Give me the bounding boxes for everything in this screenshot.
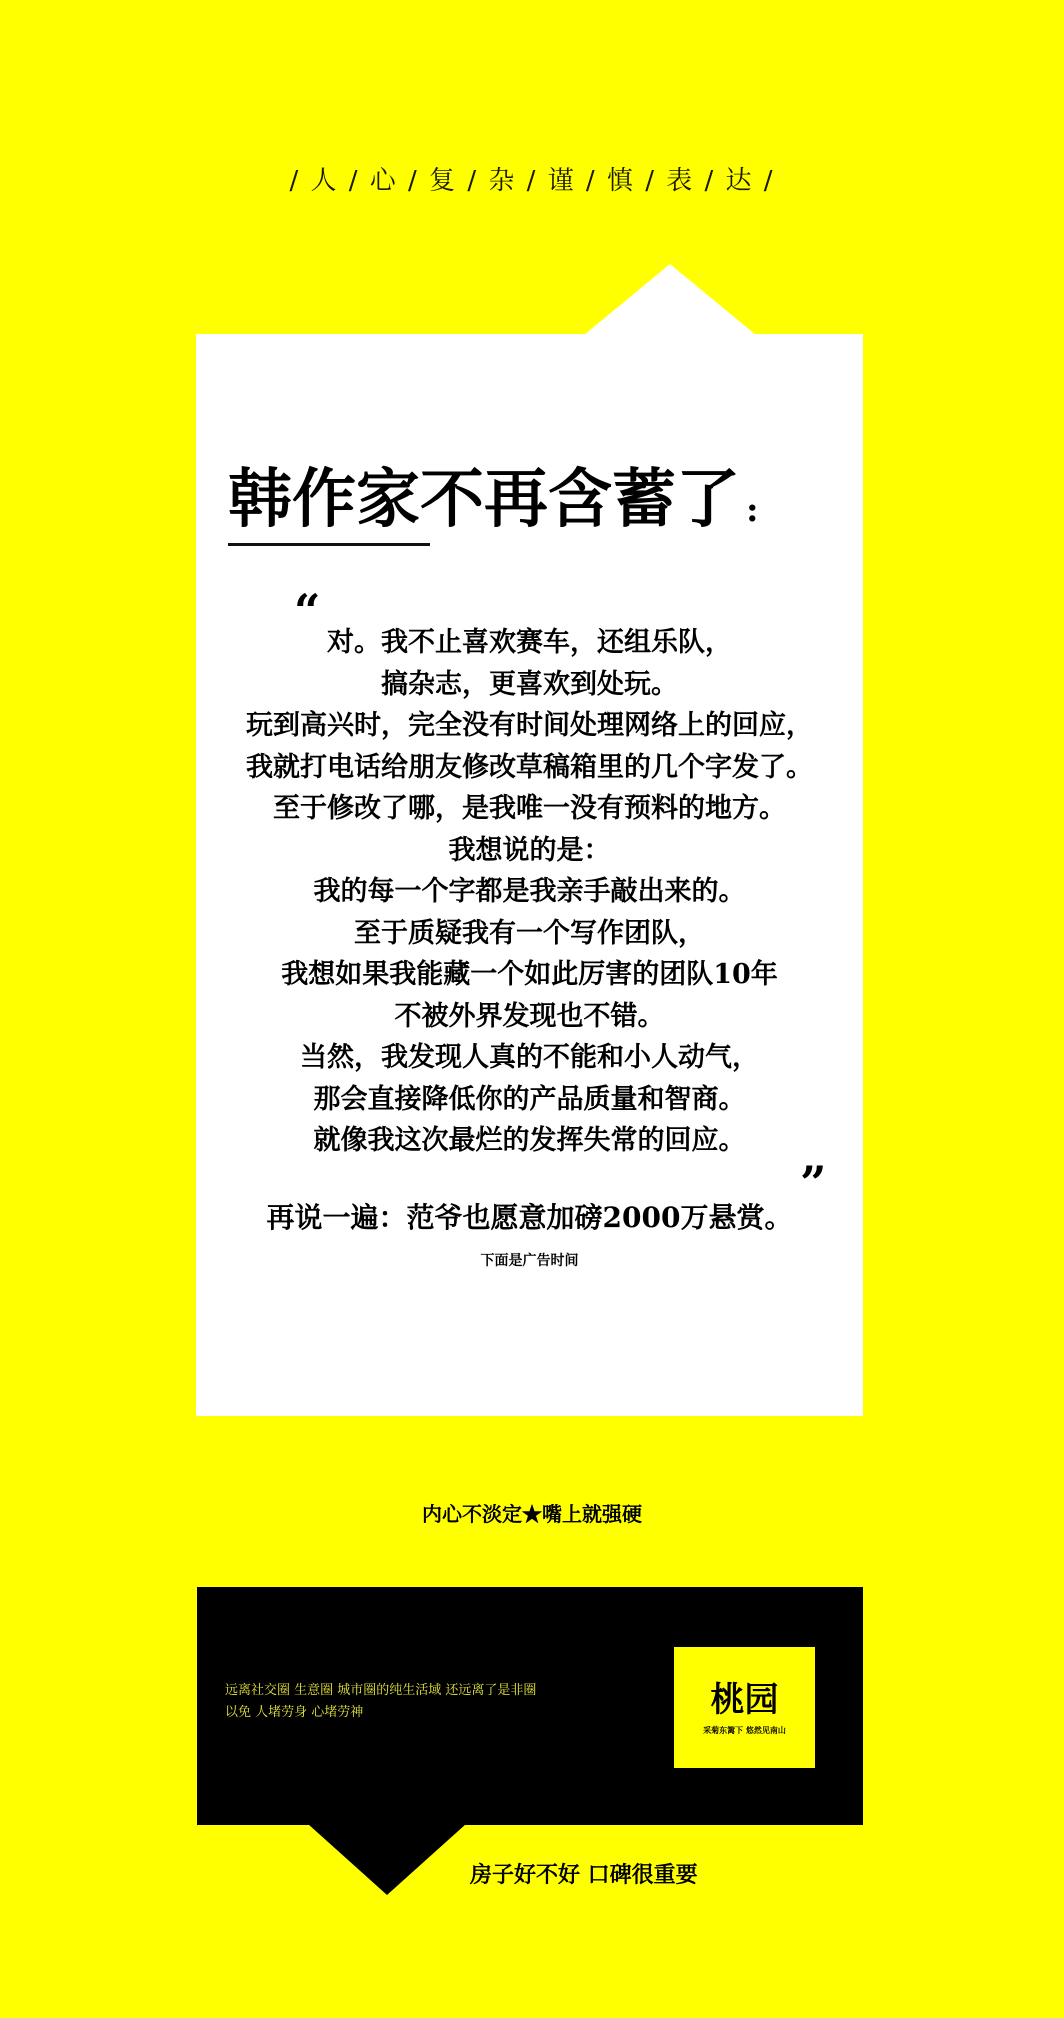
ad-box-line: 远离社交圈 生意圈 城市圈的纯生活域 还远离了是非圈 (225, 1683, 537, 1698)
quote-line: 玩到高兴时，完全没有时间处理网络上的回应， (246, 710, 813, 741)
bottom-slogan: 房子好不好 口碑很重要 (470, 1862, 698, 1888)
quote-line: 当然，我发现人真的不能和小人动气， (300, 1042, 759, 1073)
quote-body (196, 622, 863, 1162)
ad-box-line: 以免 人堵劳身 心堵劳神 (225, 1705, 364, 1720)
brand-logo (674, 1647, 815, 1768)
top-tagline: / 人 / 心 / 复 / 杂 / 谨 / 慎 / 表 / 达 / (289, 166, 775, 196)
ad-box-pointer (308, 1824, 466, 1895)
close-quote-icon: ” (800, 1156, 827, 1210)
headline-text: 韩作家不再含蓄了 (228, 462, 740, 537)
quote-line: 至于修改了哪，是我唯一没有预料的地方。 (273, 793, 786, 824)
quote-line: 我想说的是： (448, 834, 611, 866)
quote-line: 我想如果我能藏一个如此厉害的团队10年 (281, 959, 778, 990)
brand-subtitle: 采菊东篱下 悠然见南山 (703, 1725, 786, 1735)
quote-line: 那会直接降低你的产品质量和智商。 (313, 1083, 746, 1115)
quote-line: 对。我不止喜欢赛车，还组乐队， (327, 627, 732, 658)
quote-line: 我就打电话给朋友修改草稿箱里的几个字发了。 (246, 751, 813, 783)
headline-colon: : (746, 490, 759, 530)
open-quote-icon: “ (294, 584, 321, 638)
quote-line: 就像我这次最烂的发挥失常的回应。 (313, 1125, 746, 1156)
quote-line: 我的每一个字都是我亲手敲出来的。 (313, 876, 746, 907)
brand-name: 桃园 (710, 1680, 779, 1720)
ad-box-text (225, 1680, 536, 1724)
final-statement: 再说一遍：范爷也愿意加磅2000万悬赏。 (266, 1201, 793, 1234)
mid-slogan: 内心不淡定★嘴上就强硬 (422, 1502, 642, 1526)
card-peak-decoration (584, 264, 756, 335)
ad-notice: 下面是广告时间 (480, 1253, 579, 1269)
headline (228, 462, 759, 539)
quote-line: 搞杂志，更喜欢到处玩。 (381, 668, 678, 700)
quote-line: 不被外界发现也不错。 (394, 1000, 665, 1032)
headline-underline (228, 543, 430, 546)
quote-line: 至于质疑我有一个写作团队， (354, 917, 705, 949)
